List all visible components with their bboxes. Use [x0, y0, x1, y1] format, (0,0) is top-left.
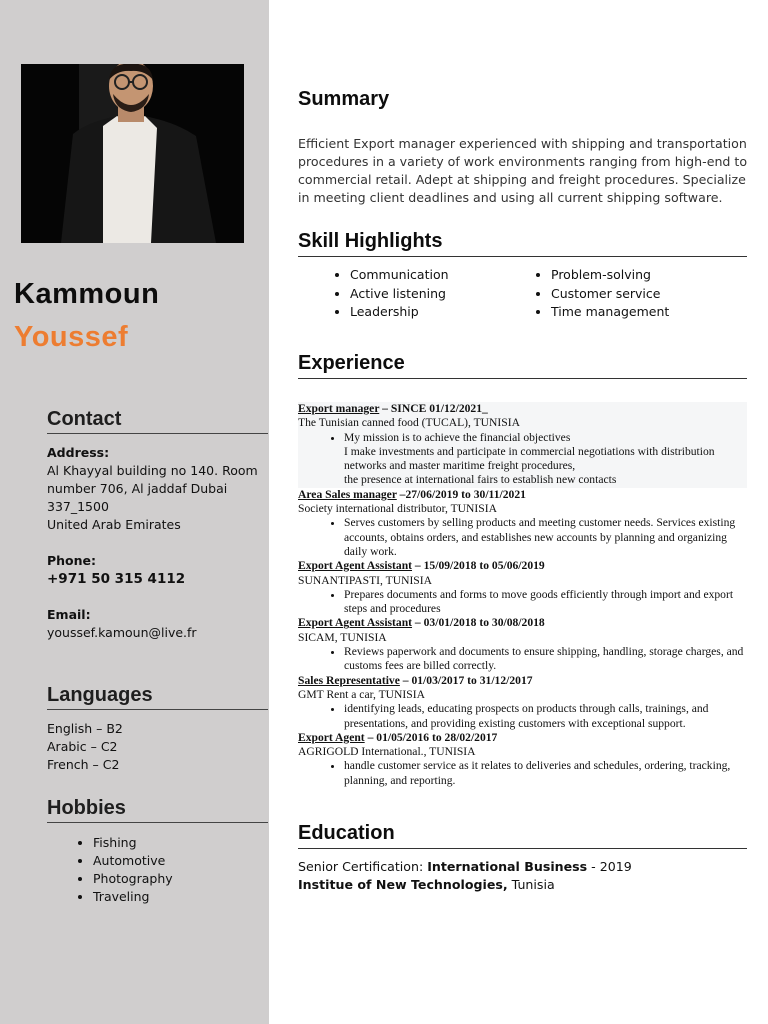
job-bullets [298, 759, 747, 788]
skill-item: • Leadership [350, 303, 449, 322]
hobby-item: • Traveling [93, 888, 173, 906]
job-entry [298, 559, 747, 616]
job-dates: – 15/09/2018 to 05/06/2019 [412, 559, 545, 573]
summary-heading: Summary [298, 88, 390, 110]
cert-label: Senior Certification: [298, 859, 428, 874]
job-title-line [298, 616, 747, 630]
job-bullet: • Prepares documents and forms to move goods efficiently through import and export steps and procedures [344, 588, 747, 617]
job-extra [298, 445, 747, 488]
job-entry [298, 488, 747, 559]
job-title: Export Agent [298, 730, 365, 744]
contact-block [47, 444, 267, 642]
job-company: The Tunisian canned food (TUCAL), TUNISIA [298, 416, 520, 430]
job-title-line [298, 402, 747, 416]
job-bullets [298, 588, 747, 617]
cert-year: - 2019 [587, 859, 632, 874]
school-location: Tunisia [507, 877, 555, 892]
skill-item: • Active listening [350, 285, 449, 304]
address-text: Al Khayyal building no 140. Room number 706, Al jaddaf Dubai 337_1500 [47, 463, 258, 514]
last-name: Youssef [14, 321, 129, 353]
job-company: GMT Rent a car, TUNISIA [298, 687, 425, 701]
job-company: Society international distributor, TUNISIA [298, 502, 497, 516]
education-cert [298, 858, 747, 876]
job-entry [298, 731, 747, 788]
language-item: Arabic – C2 [47, 739, 118, 754]
skill-item: • Communication [350, 266, 449, 285]
language-item: French – C2 [47, 757, 120, 772]
job-title: Sales Representative [298, 673, 400, 687]
job-entry [298, 616, 747, 673]
skills-heading: Skill Highlights [298, 230, 747, 257]
phone-label: Phone: [47, 553, 97, 568]
job-title-line [298, 674, 747, 688]
skills-list-right [499, 266, 669, 322]
job-dates: – SINCE 01/12/2021_ [379, 402, 488, 415]
job-extra-line: I make investments and participate in commercial negotiations with distribution networks and master maritime freight procedures, [344, 444, 715, 473]
country-text: United Arab Emirates [47, 517, 181, 532]
phone-number[interactable]: +971 50 315 4112 [47, 571, 186, 587]
education-school-line [298, 876, 747, 894]
job-bullets [298, 702, 747, 731]
job-company: SICAM, TUNISIA [298, 630, 387, 644]
skill-item: • Time management [551, 303, 669, 322]
hobby-item: • Fishing [93, 834, 173, 852]
email-address[interactable]: youssef.kamoun@live.fr [47, 625, 197, 640]
job-bullet: • identifying leads, educating prospects on products through calls, trainings, and presentations, and providing existing customers with exceptional support. [344, 702, 747, 731]
experience-list [298, 402, 747, 788]
address-label: Address: [47, 445, 110, 460]
skills-list-left [298, 266, 449, 322]
languages-list [47, 720, 267, 774]
job-title-line [298, 488, 747, 502]
job-title: Export manager [298, 402, 380, 415]
school-name: Institue of New Technologies, [298, 877, 508, 892]
contact-heading: Contact [47, 408, 268, 434]
email-label: Email: [47, 607, 91, 622]
hobbies-list [47, 834, 173, 906]
hobby-item: • Automotive [93, 852, 173, 870]
job-dates: – 01/05/2016 to 28/02/2017 [364, 730, 498, 744]
job-title-line [298, 559, 747, 573]
job-bullet: • My mission is to achieve the financial objectives [344, 431, 747, 445]
education-block [298, 858, 747, 894]
job-dates: – 03/01/2018 to 30/08/2018 [412, 616, 545, 630]
skill-item: • Problem-solving [551, 266, 669, 285]
job-title: Export Agent Assistant [298, 559, 413, 573]
job-bullet: • Reviews paperwork and documents to ensure shipping, handling, storage charges, and customs fees are billed correctly. [344, 645, 747, 674]
cert-name: International Business [427, 859, 588, 874]
job-bullets [298, 516, 747, 559]
job-title-line [298, 731, 747, 745]
job-dates: – 01/03/2017 to 31/12/2017 [399, 673, 533, 687]
job-entry [298, 402, 747, 488]
job-bullet: • Serves customers by selling products and meeting customer needs. Services existing accounts, obtains orders, and establishes new accounts by planning and organizing daily work. [344, 516, 747, 559]
job-dates: –27/06/2019 to 30/11/2021 [396, 487, 526, 501]
profile-photo [21, 64, 244, 243]
experience-heading: Experience [298, 352, 747, 379]
job-bullets [298, 645, 747, 674]
job-company: AGRIGOLD International., TUNISIA [298, 745, 476, 759]
first-name: Kammoun [14, 278, 160, 310]
summary-text: Efficient Export manager experienced with shipping and transportation procedures in a variety of work environments ranging from high-end to commercial retail. Adept at shipping and freight procedures. Specialize in meeting client deadlines and using all current shipping software. [298, 136, 748, 205]
job-title: Export Agent Assistant [298, 616, 413, 630]
language-item: English – B2 [47, 721, 123, 736]
hobby-item: • Photography [93, 870, 173, 888]
job-bullets [298, 431, 747, 445]
skill-item: • Customer service [551, 285, 669, 304]
job-bullet: • handle customer service as it relates to deliveries and schedules, ordering, tracking, planning, and reporting. [344, 759, 747, 788]
education-heading: Education [298, 822, 747, 849]
job-extra-line: the presence at international fairs to establish new contacts [344, 473, 617, 487]
job-entry [298, 674, 747, 731]
job-company: SUNANTIPASTI, TUNISIA [298, 573, 432, 587]
job-title: Area Sales manager [298, 487, 397, 501]
languages-heading: Languages [47, 684, 268, 710]
hobbies-heading: Hobbies [47, 797, 268, 823]
